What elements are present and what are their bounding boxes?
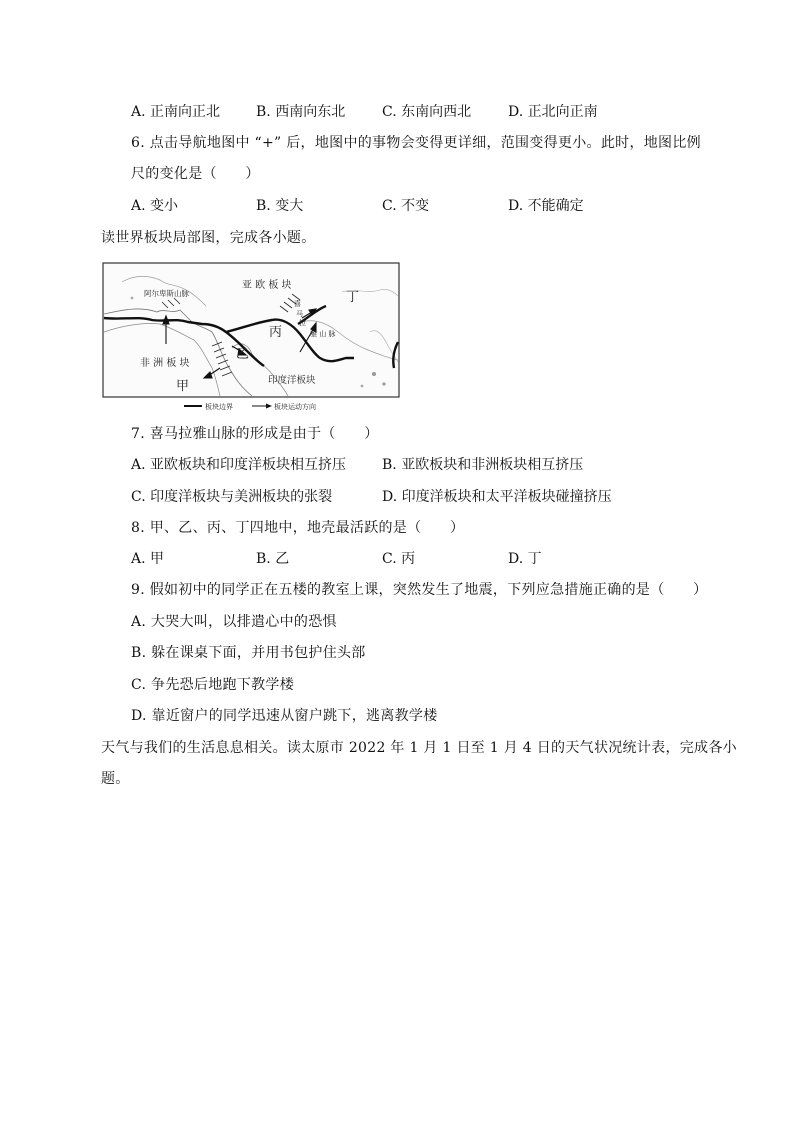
q9-option-b[interactable]: B. 躲在课桌下面，并用书包护住头部	[131, 645, 366, 661]
label-ding: 丁	[346, 290, 360, 305]
q7-option-b[interactable]: B. 亚欧板块和非洲板块相互挤压	[382, 457, 584, 473]
weather-intro-line1: 天气与我们的生活息息相关。读太原市 2022 年 1 月 1 日至 1 月 4 日的天气状况统计表，完成各小	[101, 740, 737, 756]
q8-option-c[interactable]: C. 丙	[382, 551, 416, 567]
q7-option-a[interactable]: A. 亚欧板块和印度洋板块相互挤压	[131, 457, 347, 473]
q9-option-d[interactable]: D. 靠近窗户的同学迅速从窗户跳下，逃离教学楼	[131, 708, 438, 724]
label-yi: 乙	[236, 347, 250, 362]
q6-stem-line1: 6. 点击导航地图中 “+” 后，地图中的事物会变得更详细，范围变得更小。此时，地图比例	[131, 135, 701, 151]
map-island-3	[361, 385, 364, 388]
q5-option-a[interactable]: A. 正南向正北	[131, 104, 221, 120]
q6-stem-line2: 尺的变化是（ ）	[131, 166, 260, 182]
label-indian-plate: 印度洋板块	[268, 375, 316, 386]
label-africa-plate: 非 洲 板 块	[140, 358, 190, 369]
label-himalaya-1: 喜	[294, 300, 301, 308]
legend-motion-label: 板块运动方向	[274, 403, 316, 411]
q8-stem: 8. 甲、乙、丙、丁四地中，地壳最活跃的是（ ）	[131, 520, 465, 536]
q7-stem: 7. 喜马拉雅山脉的形成是由于（ ）	[131, 426, 379, 442]
map-island-1	[372, 372, 376, 376]
label-himalaya-4: 雅 山 脉	[310, 330, 336, 338]
q6-option-c[interactable]: C. 不变	[382, 198, 430, 214]
q9-option-c[interactable]: C. 争先恐后地跑下教学楼	[131, 677, 295, 693]
map-island-2	[382, 382, 385, 385]
label-himalaya-2: 马	[296, 310, 303, 318]
q6-option-a[interactable]: A. 变小	[131, 198, 179, 214]
label-alps: 阿尔卑斯山脉	[144, 289, 189, 298]
q5-option-c[interactable]: C. 东南向西北	[382, 104, 472, 120]
label-bing: 丙	[269, 325, 283, 340]
q9-option-a[interactable]: A. 大哭大叫，以排遣心中的恐惧	[131, 614, 337, 630]
q6-option-b[interactable]: B. 变大	[256, 198, 304, 214]
legend-motion-arrowhead	[266, 404, 272, 409]
plate-map-svg	[102, 262, 402, 412]
q6-option-d[interactable]: D. 不能确定	[508, 198, 584, 214]
label-jia: 甲	[176, 379, 190, 394]
q9-stem: 9. 假如初中的同学正在五楼的教室上课，突然发生了地震，下列应急措施正确的是（ ）	[131, 582, 708, 598]
label-himalaya-3: 拉	[299, 319, 306, 327]
map-intro: 读世界板块局部图，完成各小题。	[101, 230, 316, 246]
q8-option-a[interactable]: A. 甲	[131, 551, 165, 567]
q5-option-b[interactable]: B. 西南向东北	[256, 104, 346, 120]
q8-option-d[interactable]: D. 丁	[508, 551, 542, 567]
q7-option-c[interactable]: C. 印度洋板块与美洲板块的张裂	[131, 489, 333, 505]
map-island-4	[131, 297, 134, 300]
q7-option-d[interactable]: D. 印度洋板块和太平洋板块碰撞挤压	[382, 489, 612, 505]
legend-boundary-label: 板块边界	[205, 403, 233, 411]
plate-map	[102, 262, 402, 412]
weather-intro-line2: 题。	[101, 771, 130, 787]
label-eurasia-plate: 亚 欧 板 块	[242, 280, 292, 291]
q5-option-d[interactable]: D. 正北向正南	[508, 104, 598, 120]
q8-option-b[interactable]: B. 乙	[256, 551, 290, 567]
